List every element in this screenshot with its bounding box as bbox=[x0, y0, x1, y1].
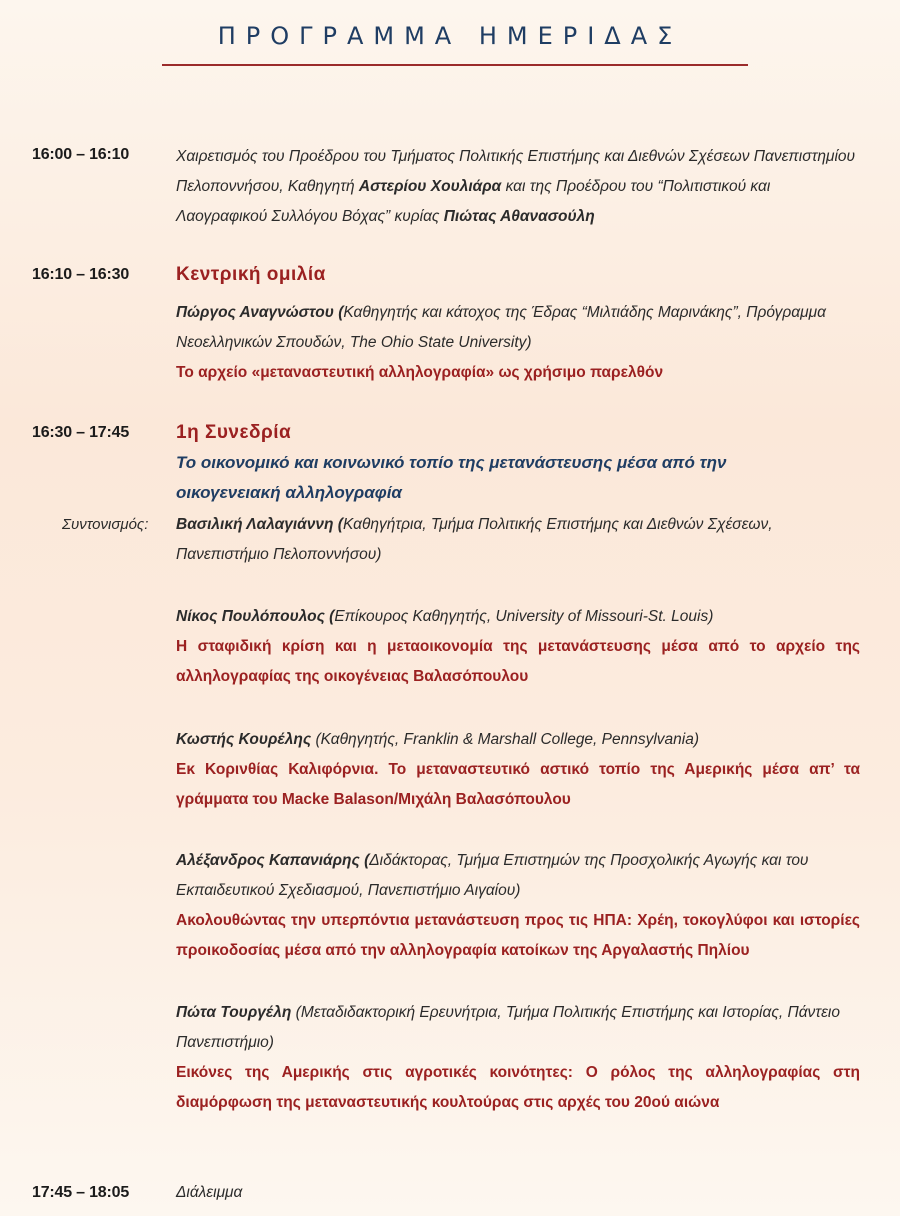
talk-title: Εκ Κορινθίας Καλιφόρνια. Το μεταναστευτικό αστικό τοπίο της Αμερικής μέσα απ’ τα γράμματα του Macke Balason/Μιχάλη Βαλασόπουλου bbox=[176, 761, 860, 808]
talk-content bbox=[176, 998, 860, 1118]
chair-name: Βασιλική Λαλαγιάννη ( bbox=[176, 516, 343, 533]
talk-title: Εικόνες της Αμερικής στις αγροτικές κοινότητες: Ο ρόλος της αλληλογραφίας στη διαμόρφωση της μεταναστευτικής κουλτούρας στις αρχές του 20ού αιώνα bbox=[176, 1064, 860, 1111]
page-title: ΠΡΟΓΡΑΜΜΑ ΗΜΕΡΙΔΑΣ bbox=[217, 22, 683, 50]
title-divider bbox=[162, 64, 748, 66]
opening-text-part: Χαιρετισμός του Προέδρου του Τμήματος Πολιτικής Επιστήμης και Διεθνών Σχέσεων Πανεπιστημίου Πελοποννήσου, Καθηγητή bbox=[176, 148, 856, 195]
spacer bbox=[176, 290, 860, 298]
chair-content bbox=[176, 510, 860, 570]
opening-text bbox=[176, 142, 860, 232]
talk-title: Η σταφιδική κρίση και η μεταοικονομία της μετανάστευσης μέσα από το αρχείο της αλληλογραφίας της οικογένειας Βαλασόπουλου bbox=[176, 638, 860, 685]
speaker-name: Αλέξανδρος Καπανιάρης ( bbox=[176, 852, 370, 869]
time-label: 16:00 – 16:10 bbox=[32, 146, 130, 163]
chair-label: Συντονισμός: bbox=[62, 516, 149, 533]
keynote-content bbox=[176, 260, 860, 388]
speaker-name: Νίκος Πουλόπουλος ( bbox=[176, 608, 335, 625]
speaker-name: Κωστής Κουρέλης bbox=[176, 731, 312, 748]
opening-text-part: και της Προέδρου του “Πολιτιστικού και Λαογραφικού Συλλόγου Βόχας” κυρίας bbox=[176, 178, 771, 225]
talk-title: Το αρχείο «μεταναστευτική αλληλογραφία» ως χρήσιμο παρελθόν bbox=[176, 364, 664, 381]
speaker bbox=[176, 602, 860, 632]
time-label: 16:10 – 16:30 bbox=[32, 266, 130, 283]
speaker bbox=[176, 298, 860, 358]
session-subtitle: Το οικονομικό και κοινωνικό τοπίο της μετανάστευσης μέσα από την οικογενειακή αλληλογραφία bbox=[176, 453, 727, 502]
speaker-affiliation: (Μεταδιδακτορική Ερευνήτρια, Τμήμα Πολιτικής Επιστήμης και Ιστορίας, Πάντειο Πανεπιστήμιο) bbox=[176, 1004, 840, 1051]
time-label: 16:30 – 17:45 bbox=[32, 424, 130, 441]
break-content bbox=[176, 1178, 860, 1208]
break-label: Διάλειμμα bbox=[176, 1184, 243, 1201]
time-label: 17:45 – 18:05 bbox=[32, 1184, 130, 1201]
section-heading: Κεντρική ομιλία bbox=[176, 264, 326, 285]
speaker-affiliation: (Καθηγητής, Franklin & Marshall College, Pennsylvania) bbox=[311, 731, 700, 748]
speaker-affiliation: Καθηγητής και κάτοχος της Έδρας “Μιλτιάδης Μαρινάκης”, Πρόγραμμα Νεοελληνικών Σπουδών, The Ohio State University) bbox=[176, 304, 826, 351]
section-heading: 1η Συνεδρία bbox=[176, 422, 292, 443]
speaker bbox=[176, 846, 860, 906]
speaker-affiliation: Διδάκτορας, Τμήμα Επιστημών της Προσχολικής Αγωγής και του Εκπαιδευτικού Σχεδιασμού, Πανεπιστήμιο Αιγαίου) bbox=[176, 852, 809, 899]
speaker bbox=[176, 998, 860, 1058]
speaker-name: Πώτα Τουργέλη bbox=[176, 1004, 292, 1021]
talk-content bbox=[176, 725, 860, 815]
talk-title: Ακολουθώντας την υπερπόντια μετανάστευση προς τις ΗΠΑ: Χρέη, τοκογλύφοι και ιστορίες προικοδοσίας μέσα από την αλληλογραφία κατοίκων της Αργαλαστής Πηλίου bbox=[176, 912, 860, 959]
session1-content bbox=[176, 418, 860, 508]
opening-name: Αστερίου Χουλιάρα bbox=[358, 178, 502, 195]
chair-affiliation: Καθηγήτρια, Τμήμα Πολιτικής Επιστήμης και Διεθνών Σχέσεων, Πανεπιστήμιο Πελοποννήσου) bbox=[176, 516, 773, 563]
talk-content bbox=[176, 602, 860, 692]
speaker-affiliation: Επίκουρος Καθηγητής, University of Missouri-St. Louis) bbox=[334, 608, 714, 625]
talk-content bbox=[176, 846, 860, 966]
speaker bbox=[176, 725, 860, 755]
opening-name: Πιώτας Αθανασούλη bbox=[443, 208, 595, 225]
speaker-name: Πώργος Αναγνώστου ( bbox=[176, 304, 344, 321]
